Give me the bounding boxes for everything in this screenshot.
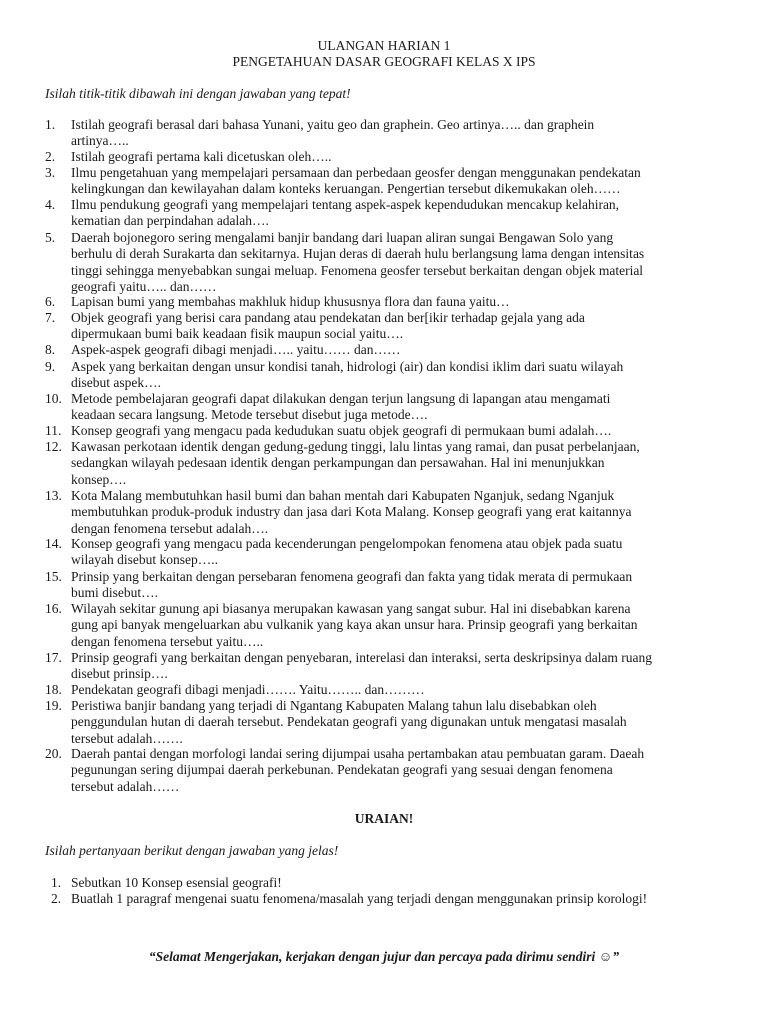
question-number: 14. (45, 536, 62, 551)
closing-message: “Selamat Mengerjakan, kerjakan dengan jujur dan percaya pada dirimu sendiri ☺” (148, 949, 620, 964)
question-line: Wilayah sekitar gunung api biasanya merupakan kawasan yang sangat subur. Hal ini disebabkan karena (71, 601, 631, 616)
question-number: 5. (45, 230, 56, 245)
question-line: Kota Malang membutuhkan hasil bumi dan bahan mentah dari Kabupaten Nganjuk, sedang Nganjuk (71, 488, 615, 503)
question-line: Istilah geografi pertama kali dicetuskan oleh….. (71, 149, 332, 164)
question-number: 13. (45, 488, 62, 503)
question-line: bumi disebut…. (71, 585, 158, 601)
question-text: Buatlah 1 paragraf mengenai suatu fenomena/masalah yang terjadi dengan menggunakan prinsip korologi! (71, 891, 648, 906)
question-line: Prinsip yang berkaitan dengan persebaran fenomena geografi dan fakta yang tidak merata di permukaan (71, 569, 633, 584)
question-line: konsep…. (71, 471, 127, 487)
question-line: artinya….. (71, 133, 129, 149)
question-line: Daerah bojonegoro sering mengalami banjir bandang dari luapan aliran sungai Bengawan Solo yang (71, 230, 614, 245)
question-line: dipermukaan bumi baik keadaan fisik maupun social yaitu…. (71, 326, 404, 342)
question-line: Objek geografi yang berisi cara pandang atau pendekatan dan ber[ikir terhadap gejala yang ada (71, 310, 585, 325)
question-number: 4. (45, 197, 56, 212)
essay-heading: URAIAN! (354, 811, 414, 826)
question-number: 1. (51, 875, 62, 890)
question-number: 20. (45, 746, 62, 761)
question-number: 8. (45, 342, 56, 357)
question-line: Konsep geografi yang mengacu pada kedudukan suatu objek geografi di permukaan bumi adalah…. (71, 423, 612, 438)
question-line: Lapisan bumi yang membahas makhluk hidup khususnya flora dan fauna yaitu… (71, 294, 510, 309)
question-line: Aspek-aspek geografi dibagi menjadi….. yaitu…… dan…… (71, 342, 401, 357)
question-number: 15. (45, 569, 62, 584)
question-number: 9. (45, 359, 56, 374)
question-number: 7. (45, 310, 56, 325)
question-line: kelingkungan dan kewilayahan dalam konteks keruangan. Pengertian tersebut dikemukakan oleh…… (71, 181, 621, 197)
question-line: keadaan secara langsung. Metode tersebut disebut juga metode…. (71, 407, 428, 423)
question-number: 6. (45, 294, 56, 309)
question-line: berhulu di derah Surakarta dan sekitarnya. Hujan deras di daerah hulu berlangsung lama dengan intensitas (71, 246, 645, 262)
question-line: penggundulan hutan di daerah tersebut. Pendekatan geografi yang digunakan untuk mengatasi masalah (71, 714, 627, 730)
question-number: 2. (45, 149, 56, 164)
question-number: 12. (45, 439, 62, 454)
section1-instruction: Isilah titik-titik dibawah ini dengan jawaban yang tepat! (45, 86, 351, 101)
question-line: dengan fenomena tersebut adalah…. (71, 520, 269, 536)
question-line: pegunungan sering dijumpai daerah perkebunan. Pendekatan geografi yang sesuai dengan fenomena (71, 762, 613, 778)
question-line: tersebut adalah……. (71, 730, 183, 746)
question-line: dengan fenomena tersebut yaitu….. (71, 633, 264, 649)
question-line: Pendekatan geografi dibagi menjadi……. Yaitu…….. dan……… (71, 682, 425, 697)
question-line: disebut prinsip…. (71, 666, 168, 682)
question-line: Istilah geografi berasal dari bahasa Yunani, yaitu geo dan graphein. Geo artinya….. dan graphein (71, 117, 595, 132)
question-number: 19. (45, 698, 62, 713)
question-text: Sebutkan 10 Konsep esensial geografi! (71, 875, 282, 890)
question-number: 1. (45, 117, 56, 132)
exam-subtitle: PENGETAHUAN DASAR GEOGRAFI KELAS X IPS (232, 54, 536, 69)
question-number: 16. (45, 601, 62, 616)
question-number: 10. (45, 391, 62, 406)
question-line: disebut aspek…. (71, 375, 161, 391)
question-line: Konsep geografi yang mengacu pada kecenderungan pengelompokan fenomena atau objek pada suatu (71, 536, 623, 551)
exam-title: ULANGAN HARIAN 1 (317, 38, 451, 53)
question-number: 2. (51, 891, 62, 906)
question-line: Ilmu pendukung geografi yang mempelajari tentang aspek-aspek kependudukan mencakup kelahiran, (71, 197, 620, 212)
question-line: Daerah pantai dengan morfologi landai sering dijumpai usaha pertambakan atau pembuatan garam. Daeah (71, 746, 645, 761)
question-line: tinggi sehingga menyebabkan sungai meluap. Fenomena geosfer tersebut berkaitan dengan objek material (71, 262, 644, 278)
question-line: Ilmu pengetahuan yang mempelajari persamaan dan perbedaan geosfer dengan menggunakan pendekatan (71, 165, 641, 180)
question-line: sedangkan wilayah pedesaan identik dengan perkampungan dan persawahan. Hal ini menunjukkan (71, 455, 605, 471)
question-line: Kawasan perkotaan identik dengan gedung-gedung tinggi, lalu lintas yang ramai, dan pusat perbelanjaan, (71, 439, 640, 454)
question-line: tersebut adalah…… (71, 778, 180, 794)
question-line: Prinsip geografi yang berkaitan dengan penyebaran, interelasi dan interaksi, serta deskripsinya dalam ruang (71, 650, 653, 665)
question-line: Peristiwa banjir bandang yang terjadi di Ngantang Kabupaten Malang tahun lalu disebabkan oleh (71, 698, 597, 713)
question-line: Metode pembelajaran geografi dapat dilakukan dengan terjun langsung di lapangan atau mengamati (71, 391, 611, 406)
section2-instruction: Isilah pertanyaan berikut dengan jawaban yang jelas! (45, 843, 339, 858)
question-line: gung api banyak mengeluarkan abu vulkanik yang kaya akan unsur hara. Prinsip geografi yang berkaitan (71, 617, 638, 633)
question-number: 11. (45, 423, 62, 438)
question-number: 3. (45, 165, 56, 180)
question-line: geografi yaitu….. dan…… (71, 278, 217, 294)
question-line: membutuhkan produk-produk industry dan jasa dari Kota Malang. Konsep geografi yang erat kaitannya (71, 504, 632, 520)
question-line: Aspek yang berkaitan dengan unsur kondisi tanah, hidrologi (air) dan kondisi iklim dari suatu wilayah (71, 359, 624, 374)
question-number: 17. (45, 650, 62, 665)
question-line: wilayah disebut konsep….. (71, 552, 218, 568)
question-number: 18. (45, 682, 62, 697)
question-line: kematian dan perpindahan adalah…. (71, 213, 269, 229)
